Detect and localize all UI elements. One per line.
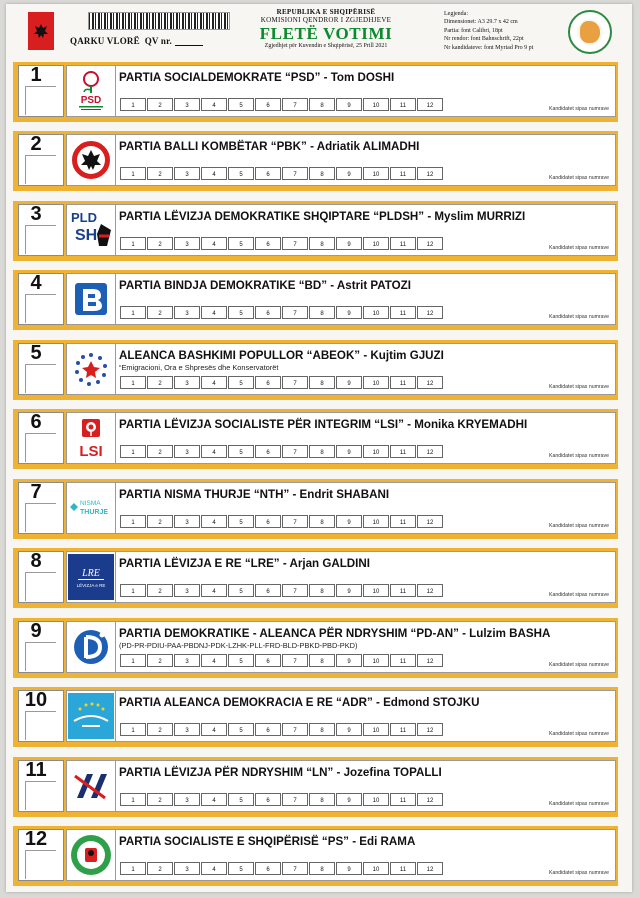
candidate-box[interactable]: 10 [363, 862, 389, 875]
candidate-box[interactable]: 10 [363, 167, 389, 180]
candidates-label: Kandidatet sipas numrave [549, 384, 609, 390]
candidate-boxes [120, 793, 444, 806]
party-row [13, 409, 618, 469]
candidate-box[interactable]: 9 [336, 654, 362, 667]
candidate-box[interactable]: 7 [282, 376, 308, 389]
candidate-box[interactable]: 7 [282, 445, 308, 458]
candidate-box[interactable]: 10 [363, 237, 389, 250]
candidate-box[interactable]: 2 [147, 862, 173, 875]
candidate-boxes [120, 306, 444, 319]
candidate-box[interactable]: 7 [282, 654, 308, 667]
candidate-box[interactable]: 8 [309, 445, 335, 458]
candidates-label: Kandidatet sipas numrave [549, 175, 609, 181]
kqz-seal-icon [568, 10, 612, 54]
party-name-box[interactable] [115, 412, 616, 464]
candidate-box[interactable]: 11 [390, 98, 416, 111]
candidate-box[interactable]: 7 [282, 793, 308, 806]
party-name: PARTIA SOCIALISTE E SHQIPËRISË “PS” - Edi RAMA [119, 835, 416, 848]
ballot-title: FLETË VOTIMI [259, 24, 393, 43]
candidate-box[interactable]: 10 [363, 723, 389, 736]
party-name: PARTIA NISMA THURJE “NTH” - Endrit SHABANI [119, 488, 390, 501]
candidate-box[interactable]: 4 [201, 237, 227, 250]
candidate-box[interactable]: 10 [363, 515, 389, 528]
candidate-box[interactable]: 2 [147, 376, 173, 389]
candidate-box[interactable]: 1 [120, 445, 146, 458]
candidate-box[interactable]: 4 [201, 306, 227, 319]
candidate-box[interactable]: 7 [282, 584, 308, 597]
candidate-box[interactable]: 3 [174, 654, 200, 667]
vote-mark-area[interactable] [25, 294, 56, 323]
candidate-box[interactable]: 3 [174, 515, 200, 528]
candidate-box[interactable]: 2 [147, 654, 173, 667]
candidate-box[interactable]: 1 [120, 98, 146, 111]
party-number-box[interactable] [18, 621, 64, 673]
candidate-box[interactable]: 10 [363, 306, 389, 319]
party-name-box[interactable] [115, 551, 616, 603]
election-subtitle: Zgjedhjet për Kuvendin e Shqipërisë, 25 Prill 2021 [264, 43, 388, 49]
party-number: 9 [30, 620, 42, 642]
party-number-box[interactable] [18, 65, 64, 117]
albania-flag-icon [28, 12, 54, 50]
party-row [13, 826, 618, 886]
candidate-box[interactable]: 12 [417, 793, 443, 806]
candidate-box[interactable]: 12 [417, 445, 443, 458]
party-number: 12 [24, 828, 48, 850]
candidate-box[interactable]: 3 [174, 306, 200, 319]
candidate-box[interactable]: 2 [147, 445, 173, 458]
candidate-box[interactable]: 4 [201, 793, 227, 806]
candidate-box[interactable]: 8 [309, 793, 335, 806]
candidate-box[interactable]: 1 [120, 793, 146, 806]
vote-mark-area[interactable] [25, 781, 56, 810]
republic-title: REPUBLIKA E SHQIPËRISË [276, 8, 376, 16]
party-subtitle: “Emigracioni, Ora e Shpresës dhe Konservatorët [119, 363, 279, 372]
candidate-box[interactable]: 10 [363, 98, 389, 111]
candidate-box[interactable]: 10 [363, 654, 389, 667]
candidate-box[interactable]: 5 [228, 515, 254, 528]
candidate-box[interactable]: 1 [120, 515, 146, 528]
candidate-box[interactable]: 1 [120, 237, 146, 250]
vote-mark-area[interactable] [25, 86, 56, 115]
candidate-box[interactable]: 9 [336, 98, 362, 111]
candidate-box[interactable]: 7 [282, 237, 308, 250]
candidate-box[interactable]: 7 [282, 862, 308, 875]
party-number-box[interactable] [18, 551, 64, 603]
party-number-box[interactable] [18, 482, 64, 534]
party-name-box[interactable] [115, 829, 616, 881]
candidate-box[interactable]: 5 [228, 98, 254, 111]
candidate-box[interactable]: 5 [228, 376, 254, 389]
party-row [13, 479, 618, 539]
ln-logo[interactable] [66, 760, 116, 812]
legend [444, 10, 564, 52]
candidate-box[interactable]: 2 [147, 584, 173, 597]
candidate-box[interactable]: 6 [255, 515, 281, 528]
psd-rose-logo[interactable] [66, 65, 116, 117]
candidate-box[interactable]: 12 [417, 98, 443, 111]
candidates-label: Kandidatet sipas numrave [549, 245, 609, 251]
candidates-label: Kandidatet sipas numrave [549, 801, 609, 807]
candidate-box[interactable]: 12 [417, 862, 443, 875]
candidate-box[interactable]: 6 [255, 862, 281, 875]
candidate-box[interactable]: 11 [390, 306, 416, 319]
candidate-box[interactable]: 12 [417, 376, 443, 389]
nisma-logo-text: NISMA [80, 500, 101, 507]
candidate-box[interactable]: 6 [255, 98, 281, 111]
vote-mark-area[interactable] [25, 433, 56, 462]
candidate-box[interactable]: 1 [120, 862, 146, 875]
candidate-box[interactable]: 8 [309, 376, 335, 389]
party-name: PARTIA LËVIZJA SOCIALISTE PËR INTEGRIM “LSI” - Monika KRYEMADHI [119, 418, 528, 431]
candidate-box[interactable]: 9 [336, 793, 362, 806]
candidate-box[interactable]: 12 [417, 306, 443, 319]
candidate-box[interactable]: 2 [147, 167, 173, 180]
candidate-box[interactable]: 6 [255, 654, 281, 667]
candidate-box[interactable]: 5 [228, 167, 254, 180]
party-number-box[interactable] [18, 829, 64, 881]
candidate-box[interactable]: 6 [255, 445, 281, 458]
party-name-box[interactable] [115, 621, 616, 673]
candidate-box[interactable]: 2 [147, 723, 173, 736]
candidate-box[interactable]: 1 [120, 723, 146, 736]
candidate-boxes [120, 515, 444, 528]
candidate-box[interactable]: 4 [201, 654, 227, 667]
candidate-box[interactable]: 11 [390, 654, 416, 667]
party-number-box[interactable] [18, 760, 64, 812]
adr-logo[interactable] [66, 690, 116, 742]
candidate-box[interactable]: 4 [201, 376, 227, 389]
candidate-box[interactable]: 4 [201, 723, 227, 736]
legend-line: Partia: font Calibri, 18pt [444, 27, 503, 34]
candidate-box[interactable]: 8 [309, 237, 335, 250]
candidate-box[interactable]: 6 [255, 723, 281, 736]
candidate-box[interactable]: 10 [363, 793, 389, 806]
candidate-boxes [120, 723, 444, 736]
candidates-label: Kandidatet sipas numrave [549, 870, 609, 876]
party-name-box[interactable] [115, 273, 616, 325]
candidate-box[interactable]: 9 [336, 515, 362, 528]
candidate-box[interactable]: 3 [174, 167, 200, 180]
candidate-boxes [120, 862, 444, 875]
party-name: PARTIA ALEANCA DEMOKRACIA E RE “ADR” - Edmond STOJKU [119, 696, 480, 709]
candidates-label: Kandidatet sipas numrave [549, 106, 609, 112]
candidate-box[interactable]: 5 [228, 445, 254, 458]
candidates-label: Kandidatet sipas numrave [549, 314, 609, 320]
party-name: PARTIA DEMOKRATIKE - ALEANCA PËR NDRYSHIM “PD-AN” - Lulzim BASHA [119, 627, 551, 640]
qarku-text: QARKU VLORË [70, 36, 140, 46]
candidate-box[interactable]: 8 [309, 98, 335, 111]
party-row [13, 270, 618, 330]
candidate-box[interactable]: 9 [336, 584, 362, 597]
party-row [13, 687, 618, 747]
candidate-boxes [120, 237, 444, 250]
party-name: PARTIA BALLI KOMBËTAR “PBK” - Adriatik ALIMADHI [119, 140, 420, 153]
pldsh-logo[interactable] [66, 204, 116, 256]
candidate-box[interactable]: 2 [147, 306, 173, 319]
party-row [13, 62, 618, 122]
candidate-box[interactable]: 4 [201, 584, 227, 597]
candidate-box[interactable]: 5 [228, 723, 254, 736]
candidate-box[interactable]: 12 [417, 237, 443, 250]
candidate-box[interactable]: 8 [309, 654, 335, 667]
candidate-box[interactable]: 3 [174, 376, 200, 389]
party-name: PARTIA LËVIZJA E RE “LRE” - Arjan GALDINI [119, 557, 370, 570]
candidate-boxes [120, 376, 444, 389]
legend-line: Dimensionet: A3 29.7 x 42 cm [444, 19, 518, 26]
candidate-box[interactable]: 12 [417, 167, 443, 180]
vote-mark-area[interactable] [25, 711, 56, 740]
candidate-box[interactable]: 12 [417, 515, 443, 528]
candidate-box[interactable]: 8 [309, 862, 335, 875]
party-number-box[interactable] [18, 134, 64, 186]
party-name: PARTIA LËVIZJA PËR NDRYSHIM “LN” - Jozefina TOPALLI [119, 766, 442, 779]
candidate-boxes [120, 445, 444, 458]
party-number-box[interactable] [18, 412, 64, 464]
candidate-box[interactable]: 11 [390, 515, 416, 528]
candidate-box[interactable]: 1 [120, 654, 146, 667]
party-row [13, 201, 618, 261]
party-number: 10 [24, 689, 48, 711]
svg-text:SH: SH [75, 227, 98, 244]
candidate-box[interactable]: 9 [336, 237, 362, 250]
candidate-box[interactable]: 3 [174, 793, 200, 806]
candidate-box[interactable]: 7 [282, 167, 308, 180]
candidate-box[interactable]: 9 [336, 306, 362, 319]
candidate-box[interactable]: 3 [174, 445, 200, 458]
candidate-box[interactable]: 6 [255, 793, 281, 806]
party-name: ALEANCA BASHKIMI POPULLOR “ABEOK” - Kujtim GJUZI [119, 349, 444, 362]
balli-kombetar-eagle-logo[interactable] [66, 134, 116, 186]
party-number-box[interactable] [18, 690, 64, 742]
candidate-box[interactable]: 11 [390, 237, 416, 250]
psd-logo-text: PSD [80, 95, 102, 106]
candidate-box[interactable]: 5 [228, 584, 254, 597]
candidate-box[interactable]: 4 [201, 445, 227, 458]
candidate-box[interactable]: 6 [255, 237, 281, 250]
svg-text:LRE: LRE [82, 568, 100, 579]
party-name-box[interactable] [115, 760, 616, 812]
candidates-label: Kandidatet sipas numrave [549, 453, 609, 459]
party-number: 3 [30, 203, 42, 225]
candidate-box[interactable]: 11 [390, 862, 416, 875]
candidate-box[interactable]: 9 [336, 167, 362, 180]
district-label [70, 36, 203, 46]
candidate-boxes [120, 654, 444, 667]
candidate-box[interactable]: 12 [417, 584, 443, 597]
candidate-box[interactable]: 6 [255, 167, 281, 180]
candidate-box[interactable]: 8 [309, 306, 335, 319]
party-name-box[interactable] [115, 134, 616, 186]
candidate-box[interactable]: 6 [255, 584, 281, 597]
svg-text:LËVIZJA e RE: LËVIZJA e RE [76, 583, 106, 588]
candidate-box[interactable]: 3 [174, 237, 200, 250]
candidate-box[interactable]: 4 [201, 167, 227, 180]
candidate-box[interactable]: 8 [309, 723, 335, 736]
candidate-box[interactable]: 10 [363, 584, 389, 597]
ballot-header [6, 4, 632, 64]
candidate-box[interactable]: 5 [228, 306, 254, 319]
candidate-box[interactable]: 3 [174, 723, 200, 736]
candidate-box[interactable]: 9 [336, 723, 362, 736]
candidate-box[interactable]: 5 [228, 862, 254, 875]
party-row [13, 757, 618, 817]
candidate-box[interactable]: 9 [336, 445, 362, 458]
candidate-box[interactable]: 1 [120, 584, 146, 597]
candidate-box[interactable]: 8 [309, 584, 335, 597]
party-number: 7 [30, 481, 42, 503]
candidates-label: Kandidatet sipas numrave [549, 662, 609, 668]
candidate-box[interactable]: 3 [174, 584, 200, 597]
candidate-boxes [120, 167, 444, 180]
party-number: 5 [30, 342, 42, 364]
party-name-box[interactable] [115, 482, 616, 534]
qv-number-line [175, 45, 203, 46]
vote-mark-area[interactable] [25, 642, 56, 671]
svg-text:PLD: PLD [71, 210, 97, 225]
ps-logo[interactable] [66, 829, 116, 881]
party-name: PARTIA LËVIZJA DEMOKRATIKE SHQIPTARE “PLDSH” - Myslim MURRIZI [119, 210, 526, 223]
party-name-box[interactable] [115, 65, 616, 117]
ballot-sheet [6, 4, 632, 892]
candidate-box[interactable]: 11 [390, 793, 416, 806]
header-center [231, 6, 421, 49]
candidate-boxes [120, 98, 444, 111]
candidate-box[interactable]: 3 [174, 98, 200, 111]
candidate-boxes [120, 584, 444, 597]
candidate-box[interactable]: 10 [363, 376, 389, 389]
candidate-box[interactable]: 7 [282, 723, 308, 736]
vote-mark-area[interactable] [25, 364, 56, 393]
vote-mark-area[interactable] [25, 503, 56, 532]
candidate-box[interactable]: 7 [282, 515, 308, 528]
candidate-box[interactable]: 7 [282, 306, 308, 319]
candidate-box[interactable]: 5 [228, 654, 254, 667]
candidate-box[interactable]: 11 [390, 376, 416, 389]
nisma-thurje-logo[interactable] [66, 482, 116, 534]
party-name-box[interactable] [115, 690, 616, 742]
vote-mark-area[interactable] [25, 850, 56, 879]
legend-line: Legjenda: [444, 11, 468, 17]
party-number-box[interactable] [18, 273, 64, 325]
lre-logo[interactable] [66, 551, 116, 603]
bd-logo[interactable] [66, 273, 116, 325]
party-row [13, 340, 618, 400]
lsi-rose-logo[interactable] [66, 412, 116, 464]
party-name: PARTIA SOCIALDEMOKRATE “PSD” - Tom DOSHI [119, 71, 395, 84]
candidate-box[interactable]: 8 [309, 167, 335, 180]
candidate-box[interactable]: 4 [201, 515, 227, 528]
party-number: 6 [30, 411, 42, 433]
party-name-box[interactable] [115, 204, 616, 256]
candidate-box[interactable]: 2 [147, 515, 173, 528]
party-number: 8 [30, 550, 42, 572]
party-row [13, 548, 618, 608]
candidate-box[interactable]: 5 [228, 793, 254, 806]
candidates-label: Kandidatet sipas numrave [549, 523, 609, 529]
party-number: 2 [30, 133, 42, 155]
vote-mark-area[interactable] [25, 572, 56, 601]
qv-label: QV nr. [144, 36, 172, 46]
candidate-box[interactable]: 5 [228, 237, 254, 250]
legend-line: Nr kandidateve: font Myriad Pro 9 pt [444, 44, 534, 51]
candidate-box[interactable]: 12 [417, 654, 443, 667]
candidate-box[interactable]: 1 [120, 376, 146, 389]
party-row [13, 618, 618, 678]
party-name: PARTIA BINDJA DEMOKRATIKE “BD” - Astrit PATOZI [119, 279, 411, 292]
party-name-box[interactable] [115, 343, 616, 395]
candidate-box[interactable]: 3 [174, 862, 200, 875]
candidate-box[interactable]: 9 [336, 376, 362, 389]
party-number: 4 [30, 272, 42, 294]
candidates-label: Kandidatet sipas numrave [549, 731, 609, 737]
vote-mark-area[interactable] [25, 155, 56, 184]
candidate-box[interactable]: 9 [336, 862, 362, 875]
legend-line: Nr rendor: font Bahnschrift, 22pt [444, 36, 524, 43]
candidate-box[interactable]: 11 [390, 167, 416, 180]
party-number: 11 [25, 759, 47, 781]
barcode [88, 12, 230, 30]
candidate-box[interactable]: 11 [390, 445, 416, 458]
candidate-box[interactable]: 11 [390, 723, 416, 736]
pd-logo[interactable] [66, 621, 116, 673]
svg-text:THURJE: THURJE [80, 509, 109, 516]
candidate-box[interactable]: 1 [120, 306, 146, 319]
commission-title: KOMISIONI QENDROR I ZGJEDHJEVE [260, 16, 392, 24]
candidate-box[interactable]: 8 [309, 515, 335, 528]
party-row [13, 131, 618, 191]
lsi-logo-text: LSI [79, 443, 103, 460]
party-number-box[interactable] [18, 204, 64, 256]
candidate-box[interactable]: 4 [201, 862, 227, 875]
candidate-box[interactable]: 7 [282, 98, 308, 111]
candidate-box[interactable]: 2 [147, 793, 173, 806]
party-number: 1 [30, 64, 42, 86]
candidate-box[interactable]: 2 [147, 98, 173, 111]
candidate-box[interactable]: 1 [120, 167, 146, 180]
party-number-box[interactable] [18, 343, 64, 395]
candidates-label: Kandidatet sipas numrave [549, 592, 609, 598]
candidate-box[interactable]: 10 [363, 445, 389, 458]
candidate-box[interactable]: 6 [255, 306, 281, 319]
vote-mark-area[interactable] [25, 225, 56, 254]
party-subtitle: (PD-PR-PDIU-PAA-PBDNJ-PDK-LZHK-PLL-FRD-BLD-PBKD-PBD-PKD) [119, 641, 358, 650]
candidate-box[interactable]: 4 [201, 98, 227, 111]
abeok-star-logo[interactable] [66, 343, 116, 395]
candidate-box[interactable]: 11 [390, 584, 416, 597]
candidate-box[interactable]: 6 [255, 376, 281, 389]
candidate-box[interactable]: 2 [147, 237, 173, 250]
candidate-box[interactable]: 12 [417, 723, 443, 736]
